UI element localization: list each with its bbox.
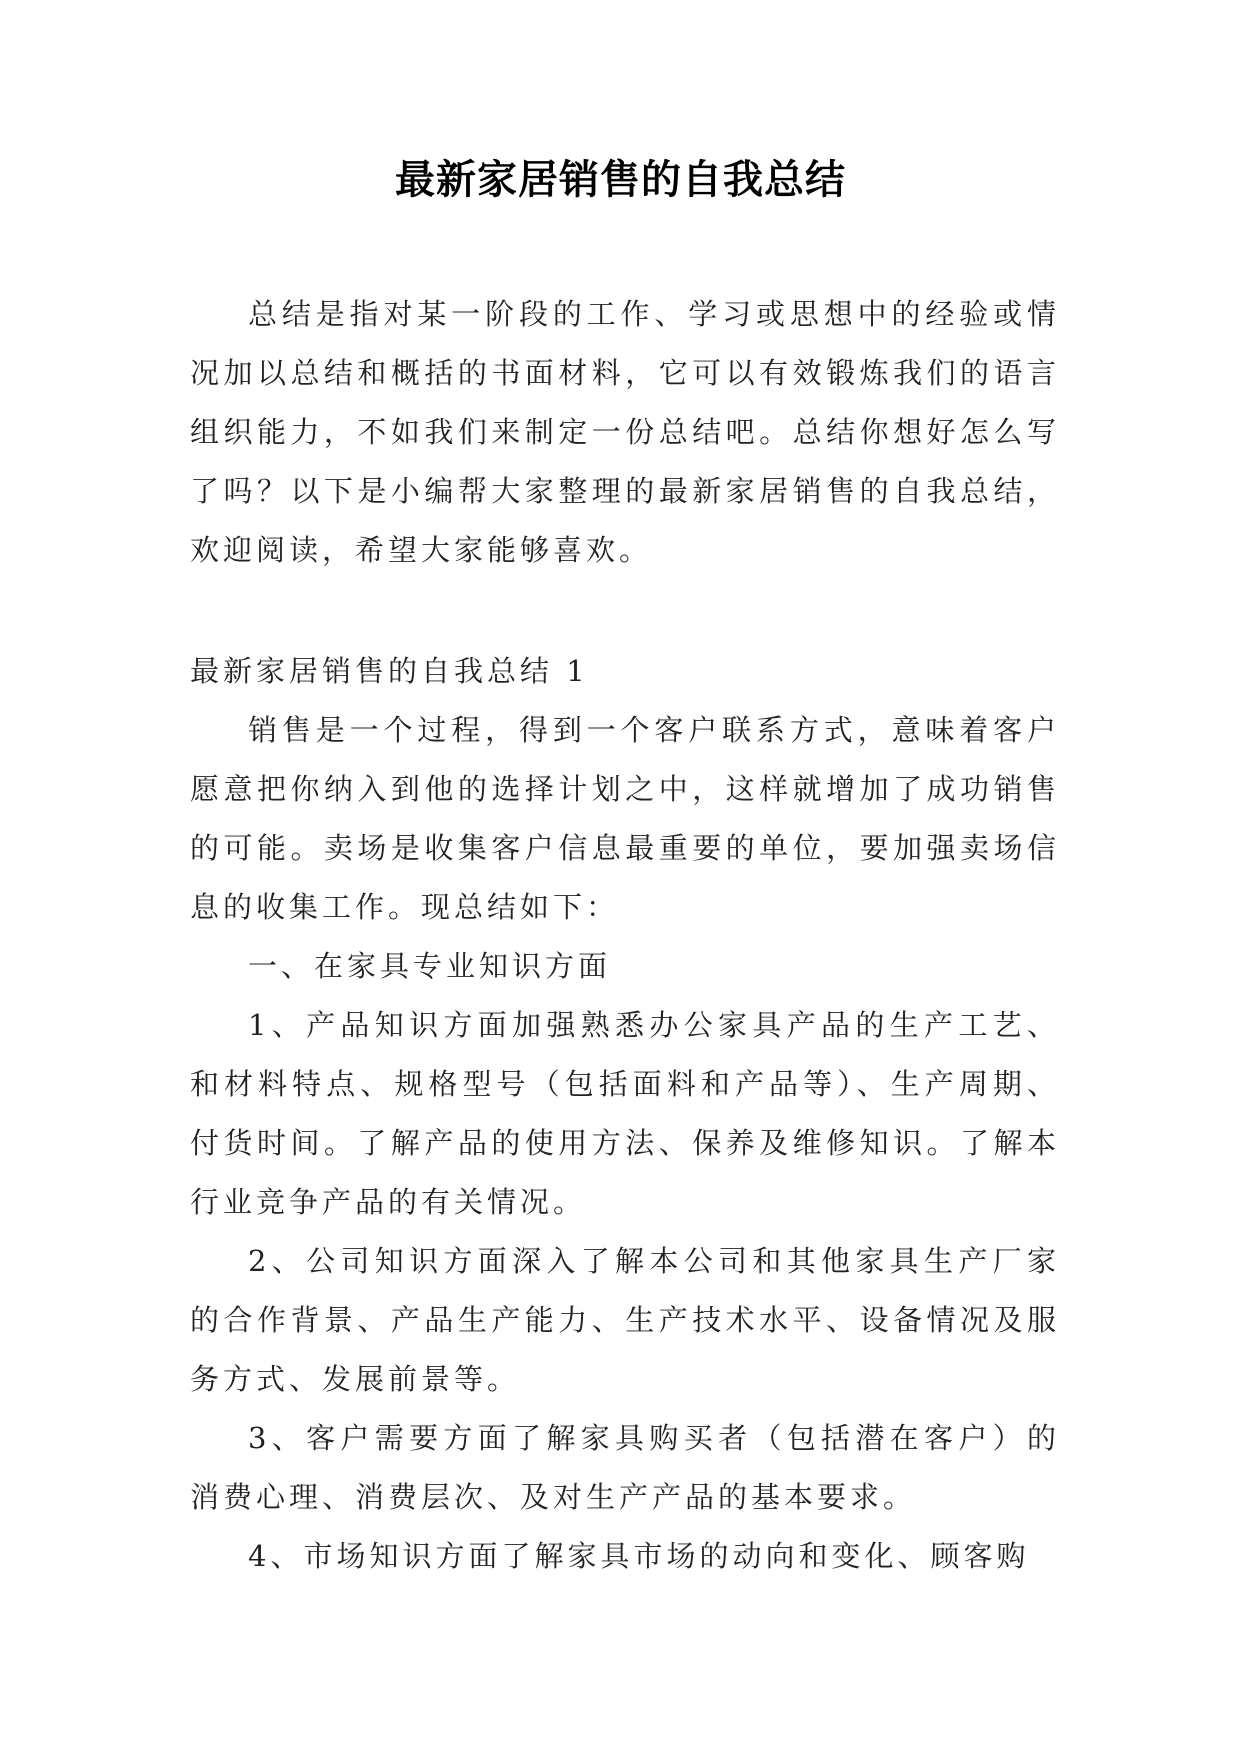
body-paragraph-4: 2、公司知识方面深入了解本公司和其他家具生产厂家的合作背景、产品生产能力、生产技术水平、设备情况及服务方式、发展前景等。 <box>190 1244 1060 1396</box>
document-title: 最新家居销售的自我总结 <box>395 156 846 203</box>
section-heading: 最新家居销售的自我总结 1 <box>190 654 589 688</box>
paragraph-spacer <box>190 580 1060 642</box>
body-paragraph-5: 3、客户需要方面了解家具购买者（包括潜在客户）的消费心理、消费层次、及对生产产品的基本要求。 <box>190 1421 1060 1514</box>
body-paragraph-1: 销售是一个过程，得到一个客户联系方式，意味着客户愿意把你纳入到他的选择计划之中，这样就增加了成功销售的可能。卖场是收集客户信息最重要的单位，要加强卖场信息的收集工作。现总结如下： <box>190 713 1060 924</box>
document-body <box>190 285 1060 1586</box>
body-paragraph-3: 1、产品知识方面加强熟悉办公家具产品的生产工艺、和材料特点、规格型号（包括面料和产品等）、生产周期、付货时间。了解产品的使用方法、保养及维修知识。了解本行业竞争产品的有关情况。 <box>190 1008 1060 1219</box>
body-paragraph-6: 4、市场知识方面了解家具市场的动向和变化、顾客购 <box>248 1539 1030 1573</box>
body-paragraph-2: 一、在家具专业知识方面 <box>248 949 612 983</box>
intro-paragraph: 总结是指对某一阶段的工作、学习或思想中的经验或情况加以总结和概括的书面材料，它可以有效锻炼我们的语言组织能力，不如我们来制定一份总结吧。总结你想好怎么写了吗？以下是小编帮大家整理的最新家居销售的自我总结，欢迎阅读，希望大家能够喜欢。 <box>190 297 1060 567</box>
